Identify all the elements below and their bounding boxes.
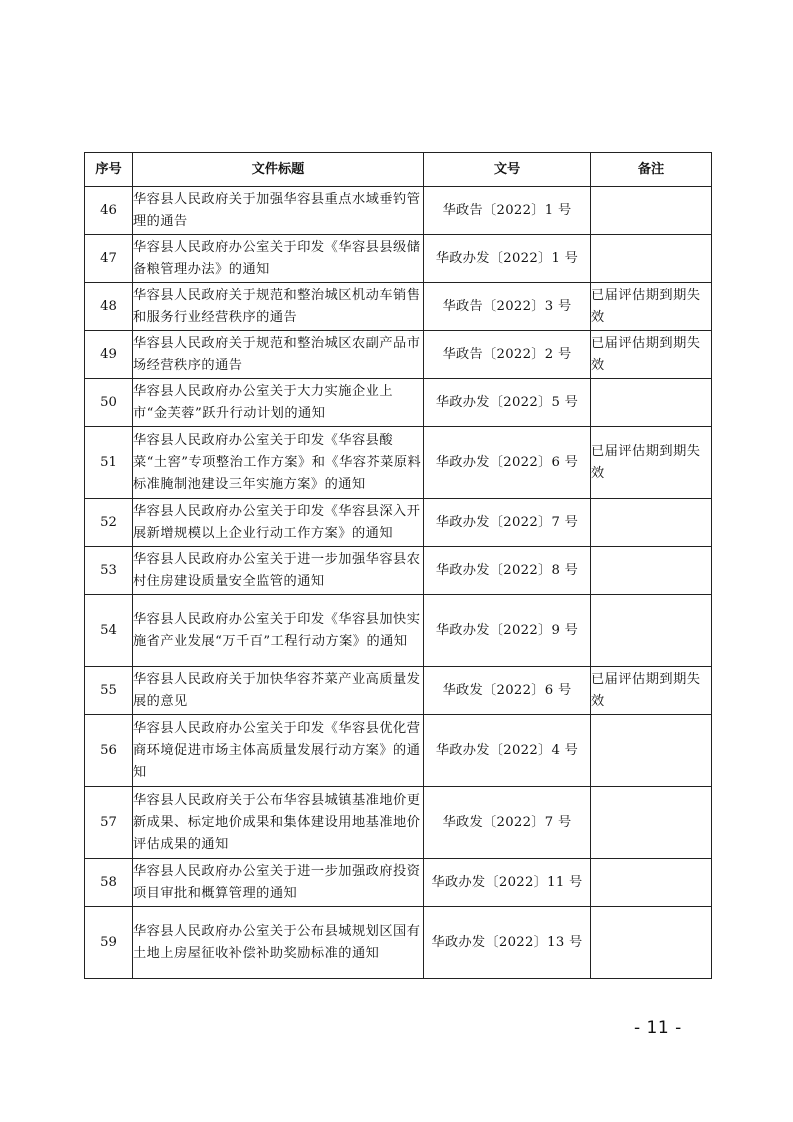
row-serial-number: 58: [85, 859, 133, 907]
row-document-number: 华政办发〔2022〕1 号: [424, 235, 591, 283]
header-document-number: 文号: [424, 153, 591, 187]
row-document-number: 华政办发〔2022〕13 号: [424, 907, 591, 979]
table-row: [85, 283, 712, 331]
document-list-table: [84, 152, 712, 979]
row-document-title: 华容县人民政府关于加快华容芥菜产业高质量发展的意见: [133, 667, 424, 715]
row-serial-number: 46: [85, 187, 133, 235]
row-remarks: [591, 547, 712, 595]
row-serial-number: 53: [85, 547, 133, 595]
row-document-number: 华政发〔2022〕7 号: [424, 787, 591, 859]
row-document-number: 华政告〔2022〕1 号: [424, 187, 591, 235]
table-row: [85, 379, 712, 427]
row-remarks: [591, 379, 712, 427]
row-document-title: 华容县人民政府关于加强华容县重点水域垂钓管理的通告: [133, 187, 424, 235]
table-row: [85, 787, 712, 859]
row-serial-number: 48: [85, 283, 133, 331]
row-document-number: 华政办发〔2022〕6 号: [424, 427, 591, 499]
header-document-title: 文件标题: [133, 153, 424, 187]
row-document-title: 华容县人民政府办公室关于进一步加强政府投资项目审批和概算管理的通知: [133, 859, 424, 907]
row-document-number: 华政办发〔2022〕9 号: [424, 595, 591, 667]
table-row: [85, 859, 712, 907]
row-document-title: 华容县人民政府办公室关于印发《华容县优化营商环境促进市场主体高质量发展行动方案》的通知: [133, 715, 424, 787]
row-document-title: 华容县人民政府办公室关于公布县城规划区国有土地上房屋征收补偿补助奖励标准的通知: [133, 907, 424, 979]
header-serial-number: 序号: [85, 153, 133, 187]
row-serial-number: 55: [85, 667, 133, 715]
row-serial-number: 52: [85, 499, 133, 547]
table-row: [85, 907, 712, 979]
table-row: [85, 595, 712, 667]
row-remarks: [591, 187, 712, 235]
row-serial-number: 54: [85, 595, 133, 667]
row-document-number: 华政办发〔2022〕11 号: [424, 859, 591, 907]
table-row: [85, 547, 712, 595]
row-document-number: 华政办发〔2022〕4 号: [424, 715, 591, 787]
row-serial-number: 56: [85, 715, 133, 787]
row-document-title: 华容县人民政府办公室关于印发《华容县加快实施省产业发展“万千百”工程行动方案》的通知: [133, 595, 424, 667]
row-document-title: 华容县人民政府关于规范和整治城区机动车销售和服务行业经营秩序的通告: [133, 283, 424, 331]
header-remarks: 备注: [591, 153, 712, 187]
table-row: [85, 235, 712, 283]
row-remarks: [591, 595, 712, 667]
table-row: [85, 499, 712, 547]
row-document-number: 华政办发〔2022〕8 号: [424, 547, 591, 595]
row-remarks: [591, 715, 712, 787]
row-document-number: 华政发〔2022〕6 号: [424, 667, 591, 715]
row-remarks: 已届评估期到期失效: [591, 427, 712, 499]
row-document-number: 华政告〔2022〕3 号: [424, 283, 591, 331]
row-serial-number: 57: [85, 787, 133, 859]
row-remarks: [591, 499, 712, 547]
row-document-title: 华容县人民政府办公室关于印发《华容县县级储备粮管理办法》的通知: [133, 235, 424, 283]
table-row: [85, 667, 712, 715]
row-document-number: 华政告〔2022〕2 号: [424, 331, 591, 379]
row-remarks: [591, 859, 712, 907]
row-serial-number: 59: [85, 907, 133, 979]
row-remarks: [591, 787, 712, 859]
page-number: - 11 -: [634, 1018, 682, 1038]
table-row: [85, 331, 712, 379]
table-header-row: [85, 153, 712, 187]
row-document-number: 华政办发〔2022〕5 号: [424, 379, 591, 427]
table-row: [85, 427, 712, 499]
row-document-number: 华政办发〔2022〕7 号: [424, 499, 591, 547]
row-remarks: 已届评估期到期失效: [591, 331, 712, 379]
table-row: [85, 187, 712, 235]
row-serial-number: 47: [85, 235, 133, 283]
row-document-title: 华容县人民政府办公室关于印发《华容县深入开展新增规模以上企业行动工作方案》的通知: [133, 499, 424, 547]
row-document-title: 华容县人民政府关于公布华容县城镇基准地价更新成果、标定地价成果和集体建设用地基准地价评估成果的通知: [133, 787, 424, 859]
row-document-title: 华容县人民政府关于规范和整治城区农副产品市场经营秩序的通告: [133, 331, 424, 379]
row-document-title: 华容县人民政府办公室关于印发《华容县酸菜“土窖”专项整治工作方案》和《华容芥菜原料标准腌制池建设三年实施方案》的通知: [133, 427, 424, 499]
row-remarks: 已届评估期到期失效: [591, 283, 712, 331]
row-remarks: 已届评估期到期失效: [591, 667, 712, 715]
row-remarks: [591, 235, 712, 283]
row-document-title: 华容县人民政府办公室关于进一步加强华容县农村住房建设质量安全监管的通知: [133, 547, 424, 595]
row-serial-number: 50: [85, 379, 133, 427]
row-remarks: [591, 907, 712, 979]
row-document-title: 华容县人民政府办公室关于大力实施企业上市“金芙蓉”跃升行动计划的通知: [133, 379, 424, 427]
row-serial-number: 49: [85, 331, 133, 379]
row-serial-number: 51: [85, 427, 133, 499]
table-row: [85, 715, 712, 787]
